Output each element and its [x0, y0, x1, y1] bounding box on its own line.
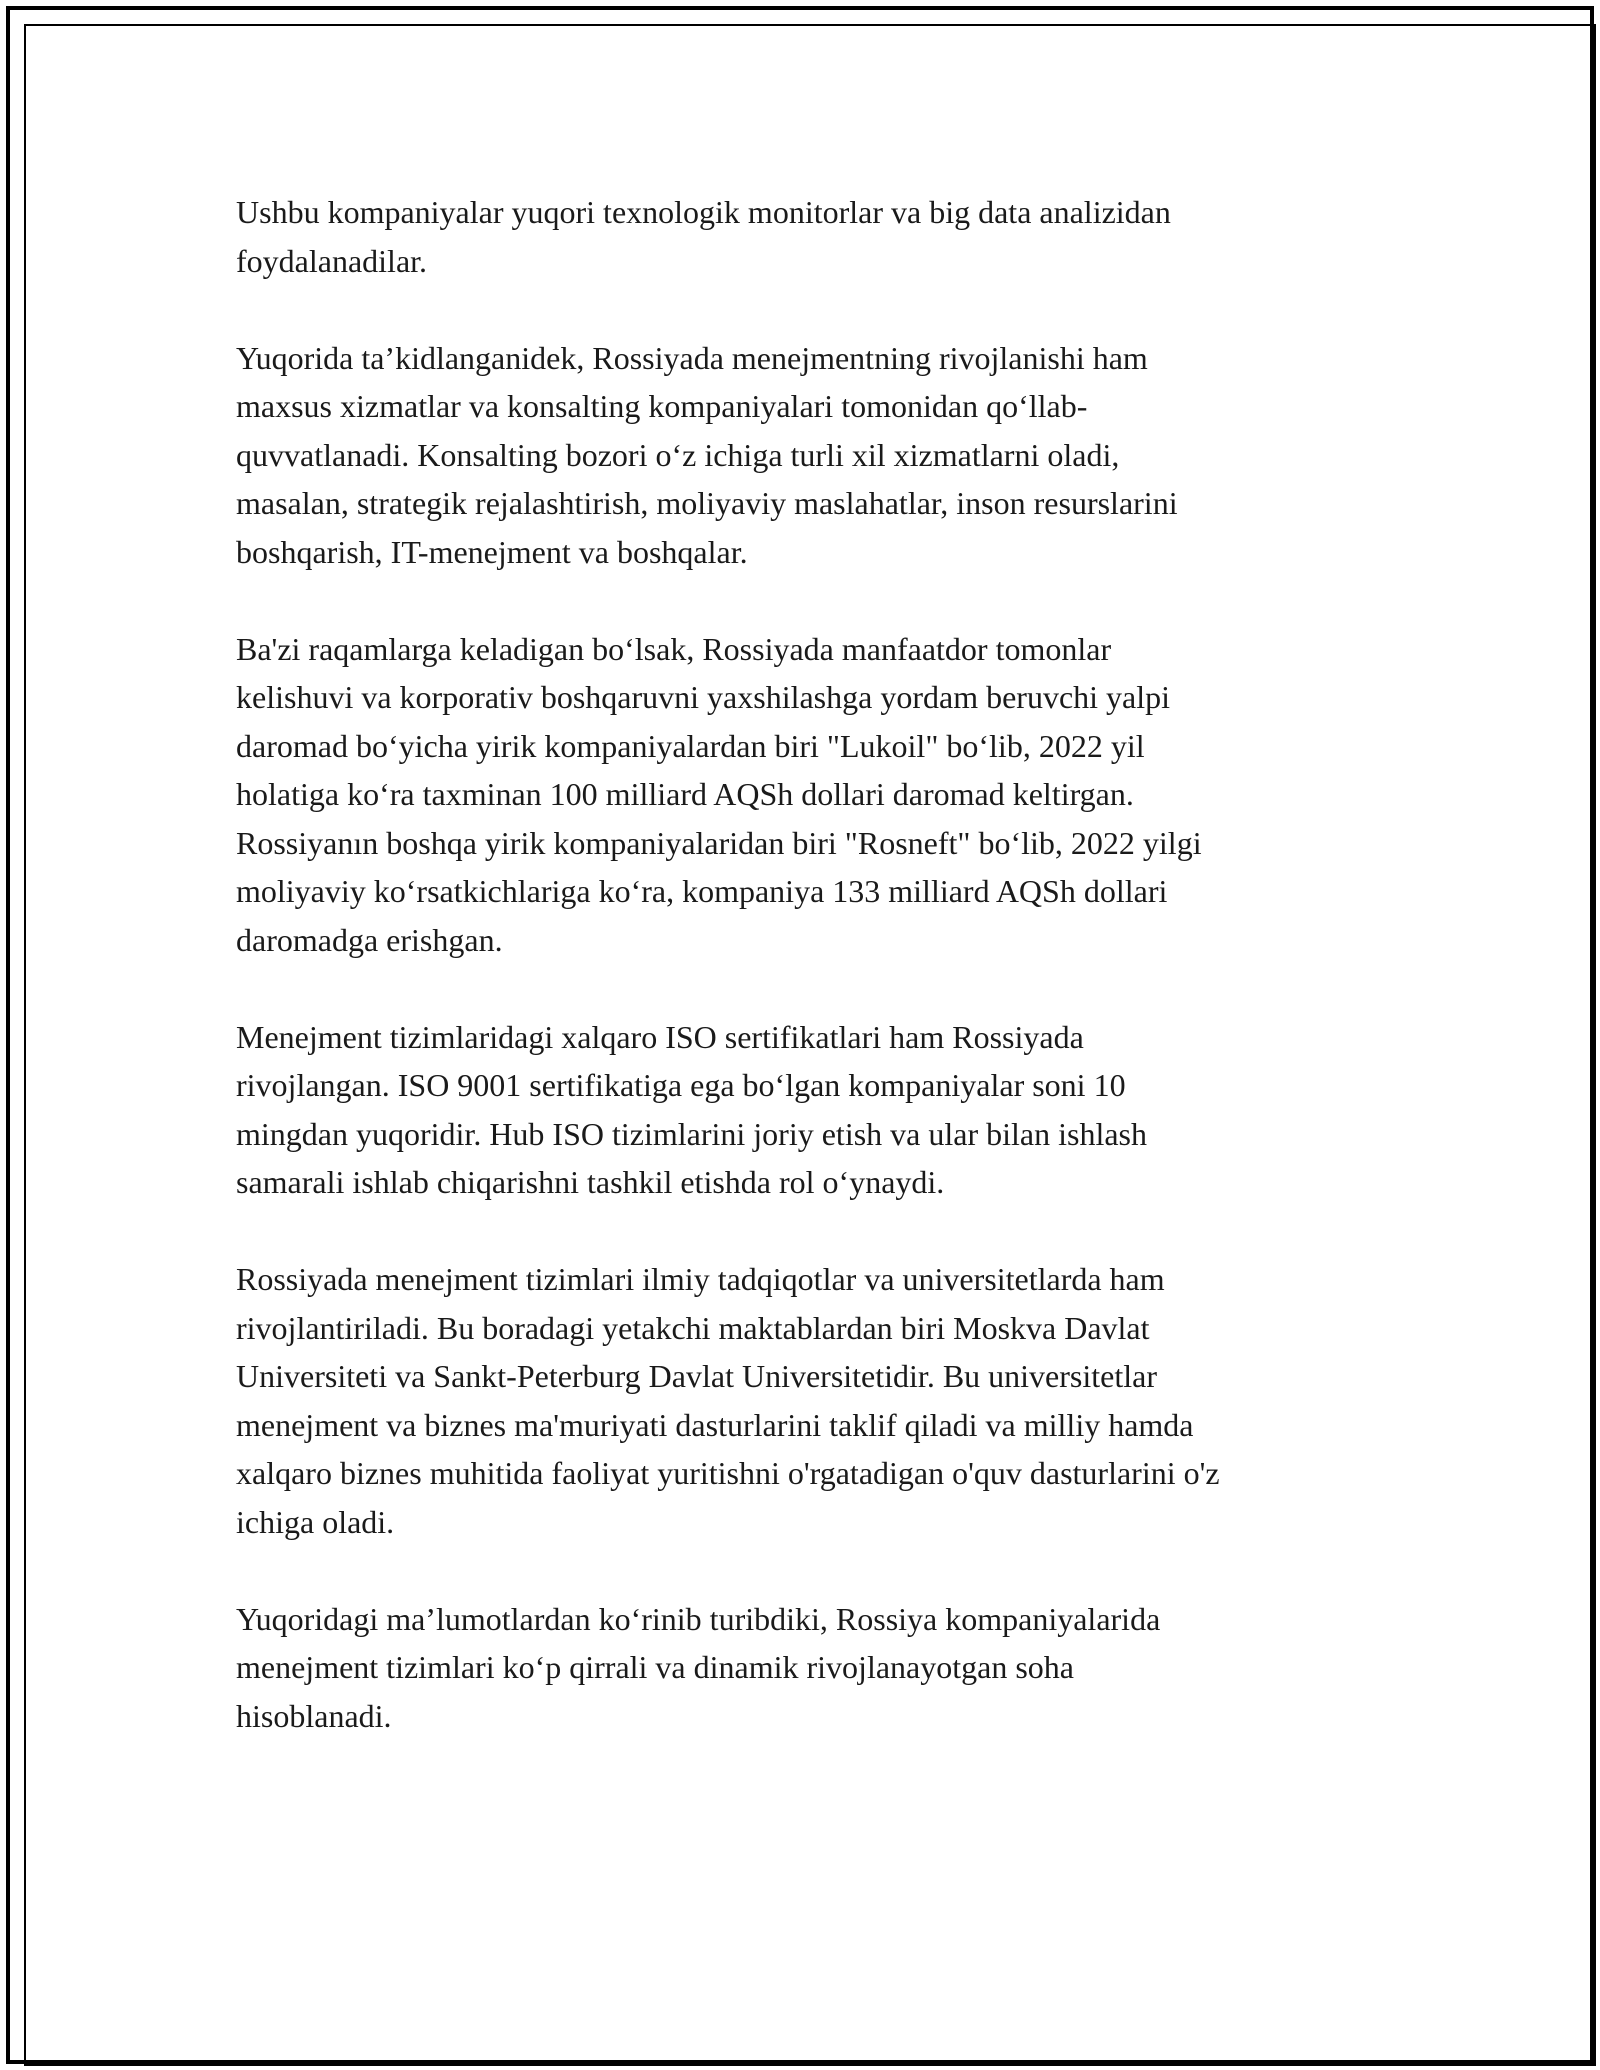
- text-line: ichiga oladi.: [236, 1503, 395, 1540]
- text-line: mingdan yuqoridir. Hub ISO tizimlarini joriy etish va ular bilan ishlash: [236, 1115, 1147, 1152]
- text-line: kelishuvi va korporativ boshqaruvni yaxshilashga yordam beruvchi yalpi: [236, 679, 1171, 715]
- text-line: Universiteti va Sankt-Peterburg Davlat Universitetidir. Bu universitetlar: [236, 1358, 1157, 1394]
- text-line: Ba'zi raqamlarga keladigan bo‘lsak, Rossiyada manfaatdor tomonlar: [236, 630, 1112, 667]
- text-line: boshqarish, IT-menejment va boshqalar.: [236, 533, 748, 570]
- paragraph-2: [236, 334, 1386, 577]
- paragraph-5: [236, 1255, 1386, 1546]
- text-line: rivojlantiriladi. Bu boradagi yetakchi maktablardan biri Moskva Davlat: [236, 1309, 1150, 1346]
- text-line: maxsus xizmatlar va konsalting kompaniyalari tomonidan qo‘llab-: [236, 388, 1088, 424]
- text-line: holatiga ko‘ra taxminan 100 milliard AQSh dollari daromad keltirgan.: [236, 776, 1134, 812]
- text-line: daromad bo‘yicha yirik kompaniyalardan biri "Lukoil" bo‘lib, 2022 yil: [236, 727, 1145, 764]
- text-line: menejment tizimlari ko‘p qirrali va dinamik rivojlanayotgan soha: [236, 1649, 1074, 1685]
- text-line: Rossiyanın boshqa yirik kompaniyalaridan biri "Rosneft" bo‘lib, 2022 yilgi: [236, 824, 1202, 861]
- text-line: rivojlangan. ISO 9001 sertifikatiga ega bo‘lgan kompaniyalar soni 10: [236, 1067, 1126, 1103]
- text-line: Yuqorida ta’kidlanganidek, Rossiyada menejmentning rivojlanishi ham: [236, 339, 1148, 376]
- paragraph-1: [236, 188, 1386, 285]
- text-line: Menejment tizimlaridagi xalqaro ISO sertifikatlari ham Rossiyada: [236, 1018, 1084, 1055]
- text-line: daromadga erishgan.: [236, 921, 503, 958]
- text-line: masalan, strategik rejalashtirish, moliyaviy maslahatlar, inson resurslarini: [236, 485, 1178, 521]
- paragraph-4: [236, 1013, 1386, 1207]
- text-line: Ushbu kompaniyalar yuqori texnologik monitorlar va big data analizidan: [236, 194, 1171, 230]
- paragraph-3: [236, 625, 1386, 965]
- document-body: [236, 188, 1386, 1789]
- text-line: hisoblanadi.: [236, 1697, 392, 1734]
- text-line: Rossiyada menejment tizimlari ilmiy tadqiqotlar va universitetlarda ham: [236, 1261, 1165, 1297]
- paragraph-6: [236, 1595, 1386, 1741]
- text-line: xalqaro biznes muhitida faoliyat yuritishni o'rgatadigan o'quv dasturlarini o'z: [236, 1455, 1220, 1491]
- text-line: menejment va biznes ma'muriyati dasturlarini taklif qiladi va milliy hamda: [236, 1406, 1194, 1443]
- text-line: foydalanadilar.: [236, 242, 428, 279]
- text-line: samarali ishlab chiqarishni tashkil etishda rol o‘ynaydi.: [236, 1164, 945, 1200]
- text-line: quvvatlanadi. Konsalting bozori o‘z ichiga turli xil xizmatlarni oladi,: [236, 436, 1120, 473]
- text-line: Yuqoridagi ma’lumotlardan ko‘rinib turibdiki, Rossiya kompaniyalarida: [236, 1600, 1161, 1637]
- text-line: moliyaviy ko‘rsatkichlariga ko‘ra, kompaniya 133 milliard AQSh dollari: [236, 873, 1168, 909]
